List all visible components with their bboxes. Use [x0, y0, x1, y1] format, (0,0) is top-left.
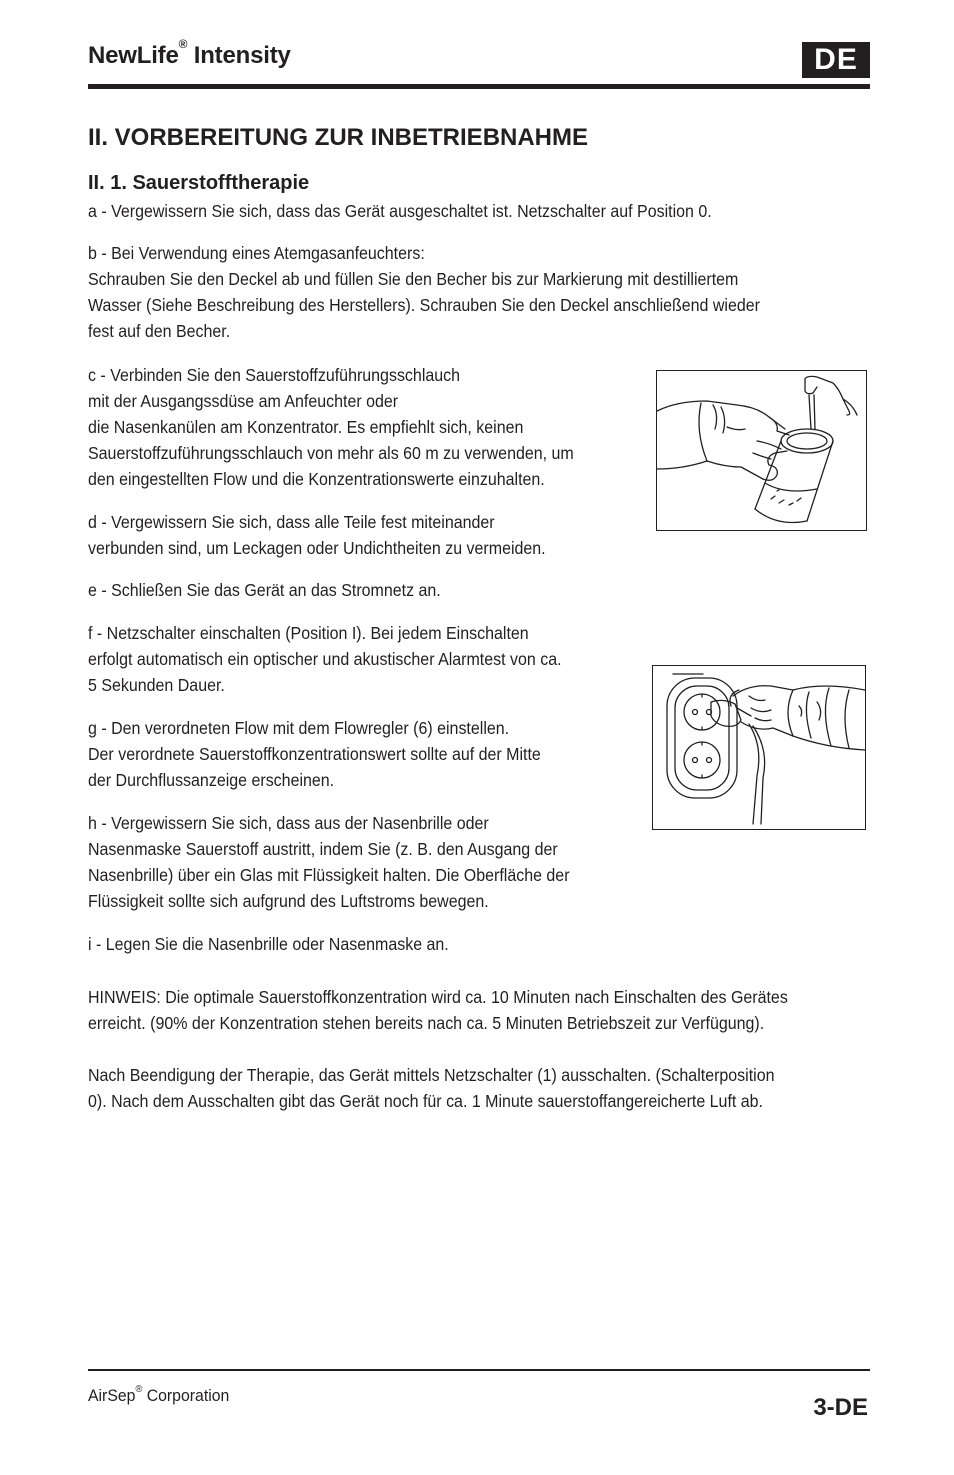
header-divider: [88, 84, 870, 89]
text-line: verbunden sind, um Leckagen oder Undichtheiten zu vermeiden.: [88, 538, 546, 558]
note-paragraph: [88, 984, 788, 1036]
text-line: 5 Sekunden Dauer.: [88, 675, 225, 695]
step-g: [88, 715, 541, 793]
text-line: d - Vergewissern Sie sich, dass alle Teile fest miteinander: [88, 512, 495, 532]
power-plug-drawing: [653, 666, 865, 829]
text-line: HINWEIS: Die optimale Sauerstoffkonzentration wird ca. 10 Minuten nach Einschalten des Gerätes: [88, 987, 788, 1007]
step-b: [88, 240, 760, 344]
text-line: Schrauben Sie den Deckel ab und füllen Sie den Becher bis zur Markierung mit destilliertem: [88, 269, 739, 289]
text-line: e - Schließen Sie das Gerät an das Stromnetz an.: [88, 580, 441, 600]
text-line: die Nasenkanülen am Konzentrator. Es empfiehlt sich, keinen: [88, 417, 524, 437]
registered-mark: ®: [178, 37, 188, 51]
step-h: [88, 810, 570, 914]
text-line: erfolgt automatisch ein optischer und akustischer Alarmtest von ca.: [88, 649, 562, 669]
text-line: c - Verbinden Sie den Sauerstoffzuführungsschlauch: [88, 365, 461, 385]
text-line: a - Vergewissern Sie sich, dass das Gerät ausgeschaltet ist. Netzschalter auf Position 0.: [88, 201, 712, 221]
footer-company: [88, 1386, 229, 1406]
closing-paragraph: [88, 1062, 775, 1114]
text-line: i - Legen Sie die Nasenbrille oder Nasenmaske an.: [88, 934, 449, 954]
text-line: b - Bei Verwendung eines Atemgasanfeuchters:: [88, 243, 425, 263]
step-d: [88, 509, 546, 561]
text-line: h - Vergewissern Sie sich, dass aus der Nasenbrille oder: [88, 813, 489, 833]
language-badge: DE: [802, 42, 870, 78]
text-line: Nasenmaske Sauerstoff austritt, indem Sie (z. B. den Ausgang der: [88, 839, 558, 859]
text-line: 0). Nach dem Ausschalten gibt das Gerät noch für ca. 1 Minute sauerstoffangereicherte Luft ab.: [88, 1091, 763, 1111]
page-number: 3-DE: [813, 1394, 868, 1421]
company-name: AirSep: [88, 1386, 136, 1405]
step-c: [88, 362, 574, 492]
text-line: f - Netzschalter einschalten (Position I). Bei jedem Einschalten: [88, 623, 529, 643]
text-line: Nasenbrille) über ein Glas mit Flüssigkeit halten. Die Oberfläche der: [88, 865, 570, 885]
text-line: Wasser (Siehe Beschreibung des Herstellers). Schrauben Sie den Deckel anschließend wieder: [88, 295, 760, 315]
model-name: Intensity: [187, 42, 291, 69]
step-e: [88, 577, 441, 603]
document-header-title: [88, 37, 291, 70]
section-title: II. VORBEREITUNG ZUR INBETRIEBNAHME: [88, 124, 589, 151]
text-line: fest auf den Becher.: [88, 321, 231, 341]
text-line: g - Den verordneten Flow mit dem Flowregler (6) einstellen.: [88, 718, 510, 738]
text-line: Flüssigkeit sollte sich aufgrund des Luftstroms bewegen.: [88, 891, 489, 911]
registered-mark: ®: [135, 1384, 143, 1395]
text-line: mit der Ausgangssdüse am Anfeuchter oder: [88, 391, 399, 411]
footer-divider: [88, 1369, 870, 1371]
step-a: [88, 198, 712, 224]
text-line: Sauerstoffzuführungsschlauch von mehr als 60 m zu verwenden, um: [88, 443, 574, 463]
text-line: erreicht. (90% der Konzentration stehen bereits nach ca. 5 Minuten Betriebszeit zur Verfügung).: [88, 1013, 765, 1033]
text-line: der Durchflussanzeige erscheinen.: [88, 770, 335, 790]
humidifier-filling-drawing: [657, 371, 866, 530]
text-line: Nach Beendigung der Therapie, das Gerät mittels Netzschalter (1) ausschalten. (Schalterposition: [88, 1065, 775, 1085]
humidifier-filling-illustration: [656, 370, 867, 531]
brand-name: NewLife: [88, 42, 179, 69]
text-line: Der verordnete Sauerstoffkonzentrationswert sollte auf der Mitte: [88, 744, 541, 764]
subsection-title: II. 1. Sauerstofftherapie: [88, 172, 310, 194]
step-i: [88, 931, 449, 957]
step-f: [88, 620, 562, 698]
company-suffix: Corporation: [142, 1386, 230, 1405]
text-line: den eingestellten Flow und die Konzentrationswerte einzuhalten.: [88, 469, 545, 489]
power-plug-illustration: [652, 665, 866, 830]
